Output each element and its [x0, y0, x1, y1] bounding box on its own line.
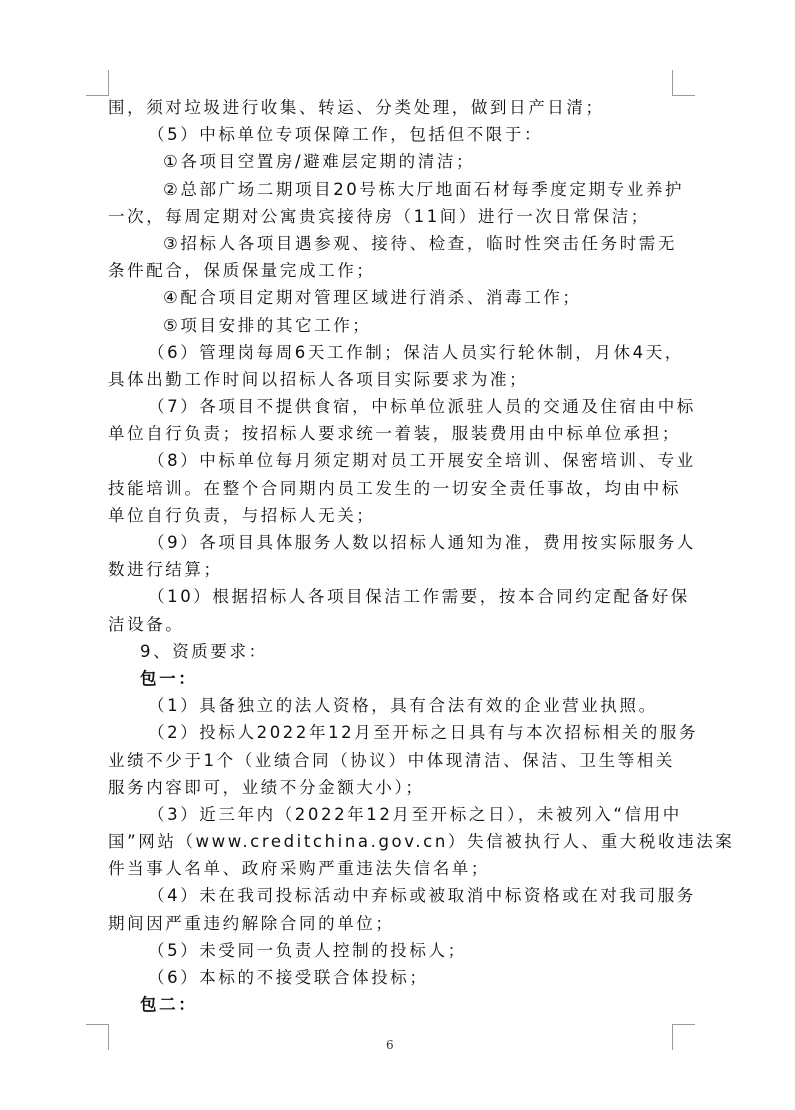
corner-mark-bottom-right: [672, 1024, 695, 1050]
document-body: [108, 94, 735, 1018]
page-number: 6: [386, 1038, 394, 1052]
text-line: ⑤项目安排的其它工作；: [163, 315, 372, 335]
text-line: 国”网站（www.creditchina.gov.cn）失信被执行人、重大税收违法案: [108, 832, 735, 852]
text-line: 单位自行负责，与招标人无关；: [108, 505, 376, 525]
text-line: 期间因严重违约解除合同的单位；: [108, 913, 395, 933]
text-line: （6）管理岗每周6天工作制；保洁人员实行轮休制，月休4天，: [148, 342, 684, 362]
text-line: （1）具备独立的法人资格，具有合法有效的企业营业执照。: [148, 696, 658, 716]
text-line: （10）根据招标人各项目保洁工作需要，按本合同约定配备好保: [148, 587, 690, 607]
corner-mark-top-right: [672, 70, 695, 96]
text-line: （8）中标单位每月须定期对员工开展安全培训、保密培训、专业: [148, 451, 696, 471]
text-line: 数进行结算；: [108, 560, 223, 580]
text-line: （5）中标单位专项保障工作，包括但不限于：: [148, 125, 544, 145]
text-line: ②总部广场二期项目20号栋大厅地面石材每季度定期专业养护: [163, 179, 685, 199]
text-line: （9）各项目具体服务人数以招标人通知为准，费用按实际服务人: [148, 533, 696, 552]
text-line: （7）各项目不提供食宿，中标单位派驻人员的交通及住宿由中标: [148, 397, 696, 417]
text-line: ③招标人各项目遇参观、接待、检查，临时性突击任务时需无: [163, 233, 677, 253]
package-heading: 包二：: [140, 995, 198, 1015]
text-line: 一次，每周定期对公寓贵宾接待房（11间）进行一次日常保洁；: [108, 206, 650, 226]
text-line: 服务内容即可，业绩不分金额大小）；: [108, 777, 425, 797]
text-line: 洁设备。: [108, 614, 185, 634]
text-line: （5）未受同一负责人控制的投标人；: [148, 940, 467, 960]
text-line: 业绩不少于1个（业绩合同（协议）中体现清洁、保洁、卫生等相关: [108, 750, 675, 770]
text-line: 单位自行负责；按招标人要求统一着装，服装费用由中标单位承担；: [108, 424, 681, 444]
text-line: 具体出勤工作时间以招标人各项目实际要求为准；: [108, 369, 529, 389]
text-line: ①各项目空置房/避难层定期的清洁；: [163, 152, 476, 172]
text-line: 技能培训。在整个合同期内员工发生的一切安全责任事故，均由中标: [108, 478, 681, 498]
package-heading: 包一：: [140, 668, 198, 688]
text-line: （3）近三年内（2022年12月至开标之日），未被列入“信用中: [148, 804, 682, 824]
text-line: （4）未在我司投标活动中弃标或被取消中标资格或在对我司服务: [148, 886, 696, 906]
text-line: 条件配合，保质保量完成工作；: [108, 261, 376, 281]
text-line: ④配合项目定期对管理区域进行消杀、消毒工作；: [163, 288, 582, 308]
text-line: （6）本标的不接受联合体投标；: [148, 968, 429, 987]
corner-mark-top-left: [86, 70, 109, 96]
corner-mark-bottom-left: [86, 1024, 109, 1050]
text-line: 围，须对垃圾进行收集、转运、分类处理，做到日产日清；: [108, 98, 605, 117]
section-heading: 9、资质要求：: [140, 641, 268, 661]
text-line: （2）投标人2022年12月至开标之日具有与本次招标相关的服务: [148, 723, 699, 743]
text-line: 件当事人名单、政府采购严重违法失信名单；: [108, 859, 490, 879]
